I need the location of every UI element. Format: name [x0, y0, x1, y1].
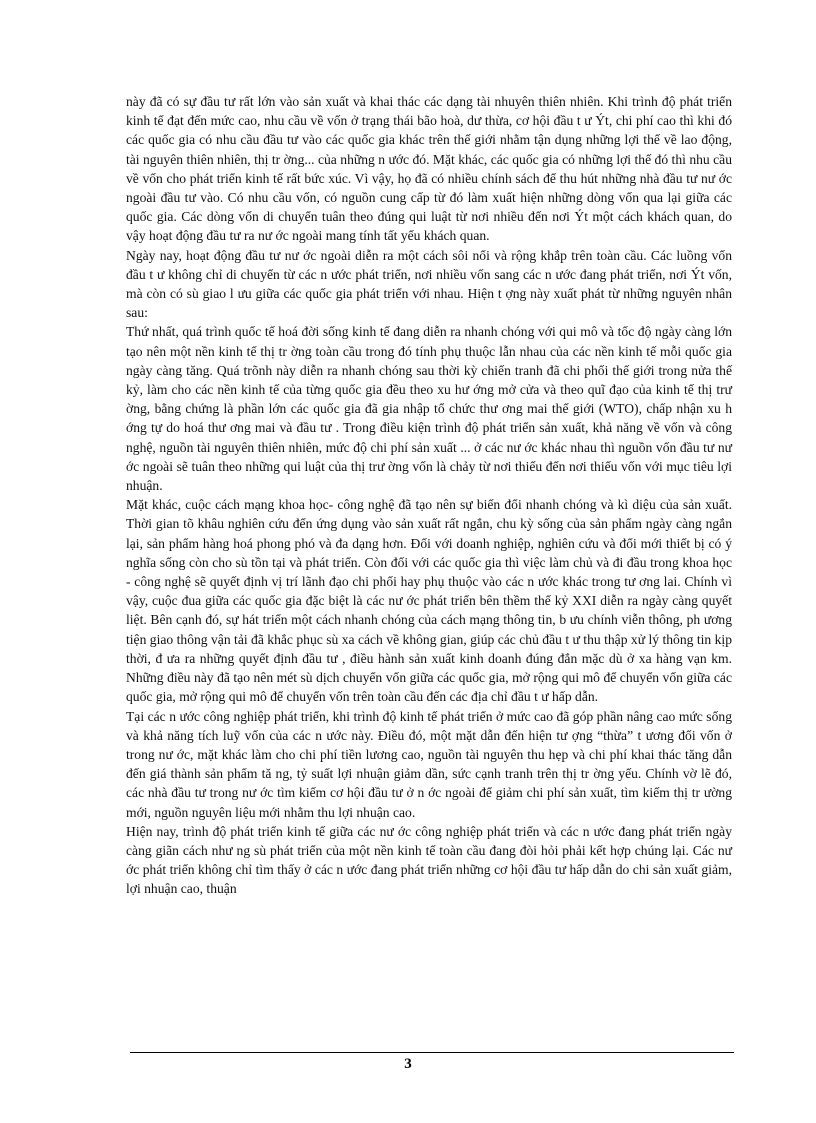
page-number: 3 [404, 1056, 412, 1072]
paragraph: này đã có sự đầu tư rất lớn vào sản xuất và khai thác các dạng tài nhuyên thiên nhiên. Khi trình độ phát triển kinh tế đạt đến mức cao, nhu cầu về vốn ở trạng thái bão hoà, dư thừa, cơ hội đầu t ư Ýt, chi phí cao thì khi đó các quốc gia có nhu cầu đầu tư vào các quốc gia khác trên thế giới nhằm tận dụng những lợi thế về lao động, tài nguyên thiên nhiên, thị tr ờng... của những n ước đó. Mặt khác, các quốc gia có những lợi thế đó thì nhu cầu về vốn cho phát triển kinh tế rất bức xúc. Vì vậy, họ đã có nhiều chính sách để thu hút những nhà đầu tư nư ớc ngoài đầu tư vào. Có nhu cầu vốn, có nguồn cung cấp từ đó làm xuất hiện những dòng vốn qua lại giữa các quốc gia. Các dòng vốn di chuyển tuân theo đúng qui luật từ nơi nhiều đến nơi Ýt một cách khách quan, do vậy hoạt động đầu tư ra nư ớc ngoài mang tính tất yếu khách quan. [126, 94, 732, 244]
document-body [126, 92, 732, 899]
paragraph: Ngày nay, hoạt động đầu tư nư ớc ngoài diễn ra một cách sôi nổi và rộng khắp trên toàn cầu. Các luồng vốn đầu t ư không chỉ di chuyển từ các n ước phát triển, nơi nhiều vốn sang các n ước đang phát triển, nơi Ýt vốn, mà còn có sù giao l ưu giữa các quốc gia phát triển với nhau. Hiện t ợng này xuất phát từ những nguyên nhân sau: [126, 247, 732, 321]
footer-divider [130, 1052, 734, 1053]
paragraph: Thứ nhất, quá trình quốc tế hoá đời sống kinh tế đang diễn ra nhanh chóng với qui mô và tốc độ ngày càng lớn tạo nên một nền kinh tế thị tr ờng toàn cầu trong đó tính phụ thuộc lẫn nhau của các nền kinh tế mỗi quốc gia ngày càng tăng. Quá trõnh này diễn ra nhanh chóng sau thời kỳ chiến tranh đã chi phối thế giới trong nửa thế kỷ, làm cho các nền kinh tế của từng quốc gia đều theo xu hư ớng mở cửa và theo quĩ đạo của kinh tế thị trư ờng, bằng chứng là phần lớn các quốc gia đã gia nhập tổ chức thư ơng mai thế giới (WTO), chấp nhận xu h ớng tự do hoá thư ơng mai và đầu tư . Trong điều kiện trình độ phát triển sản xuất, khả năng về vốn và công nghệ, nguồn tài nguyên thiên nhiên, mức độ chi phí sản xuất ... ở các nư ớc khác nhau thì nguồn vốn đầu tư nư ớc ngoài sẽ tuân theo những qui luật của thị trư ờng vốn là chảy từ nơi thiếu đến nơi thiếu vốn với mục tiêu lợi nhuận. [126, 324, 732, 494]
paragraph: Mặt khác, cuộc cách mạng khoa học- công nghệ đã tạo nên sự biến đổi nhanh chóng và kì diệu của sản xuất. Thời gian tõ khâu nghiên cứu đến ứng dụng vào sản xuất rất ngắn, chu kỳ sống của sản phẩm ngày càng ngắn lại, sản phẩm hàng hoá phong phó và đa dạng hơn. Đối với doanh nghiệp, nghiên cứu và đổi mới thiết bị có ý nghĩa sống còn cho sù tồn tại và phát triển. Còn đối với các quốc gia thì việc làm chủ và đi đầu trong khoa học - công nghệ sẽ quyết định vị trí lãnh đạo chi phối hay phụ thuộc vào các n ước khác trong tư ơng lai. Chính vì vậy, cuộc đua giữa các quốc gia đặc biệt là các nư ớc phát triển bên thềm thế kỷ XXI diễn ra ngày càng quyết liệt. Bên cạnh đó, sự hát triển một cách nhanh chóng của cách mạng thông tin, b ưu chính viễn thông, ph ương tiện giao thông vận tải đã khắc phục sù xa cách về không gian, giúp các chủ đầu t ư thu thập xử lý thông tin kịp thời, đ ưa ra những quyết định đầu tư , điều hành sản xuất kinh doanh đúng đắn mặc dù ở xa hàng vạn km. Những điều này đã tạo nên mét sù dịch chuyển vốn giữa các quốc gia, mở rộng qui mô để chuyển vốn giữa các quốc gia, mở rộng qui mô để chuyển vốn trên toàn cầu đến các địa chỉ đầu t ư hấp dẫn. [126, 497, 732, 705]
paragraph: Tại các n ước công nghiệp phát triển, khi trình độ kinh tế phát triển ở mức cao đã góp phần nâng cao mức sống và khả năng tích luỹ vốn của các n ước này. Điều đó, một mặt dẫn đến hiện tư ợng “thừa” t ương đối vốn ở trong nư ớc, mặt khác làm cho chi phí tiền lương cao, nguồn tài nguyên thu hẹp và chi phí khai thác tăng dẫn đến giá thành sản phẩm tă ng, tỷ suất lợi nhuận giảm dần, sức cạnh tranh trên thị tr ờng yếu. Chính vờ lẽ đó, các nhà đầu tư trong nư ớc tìm kiếm cơ hội đầu tư ở n ớc ngoài để giảm chi phí sản xuất, tìm kiếm thị tr ường mới, nguồn nguyên liệu mới nhằm thu lợi nhuận cao. [126, 708, 732, 820]
paragraph: Hiện nay, trình độ phát triển kinh tế giữa các nư ớc công nghiệp phát triển và các n ước đang phát triển ngày càng giãn cách như ng sù phát triển của một nền kinh tế toàn cầu đang đòi hỏi phải kết hợp chúng lại. Các nư ớc phát triển không chỉ tìm thấy ở các n ước đang phát triển những cơ hội đầu tư hấp dẫn do chi sản xuất giảm, lợi nhuận cao, thuận [126, 823, 732, 897]
